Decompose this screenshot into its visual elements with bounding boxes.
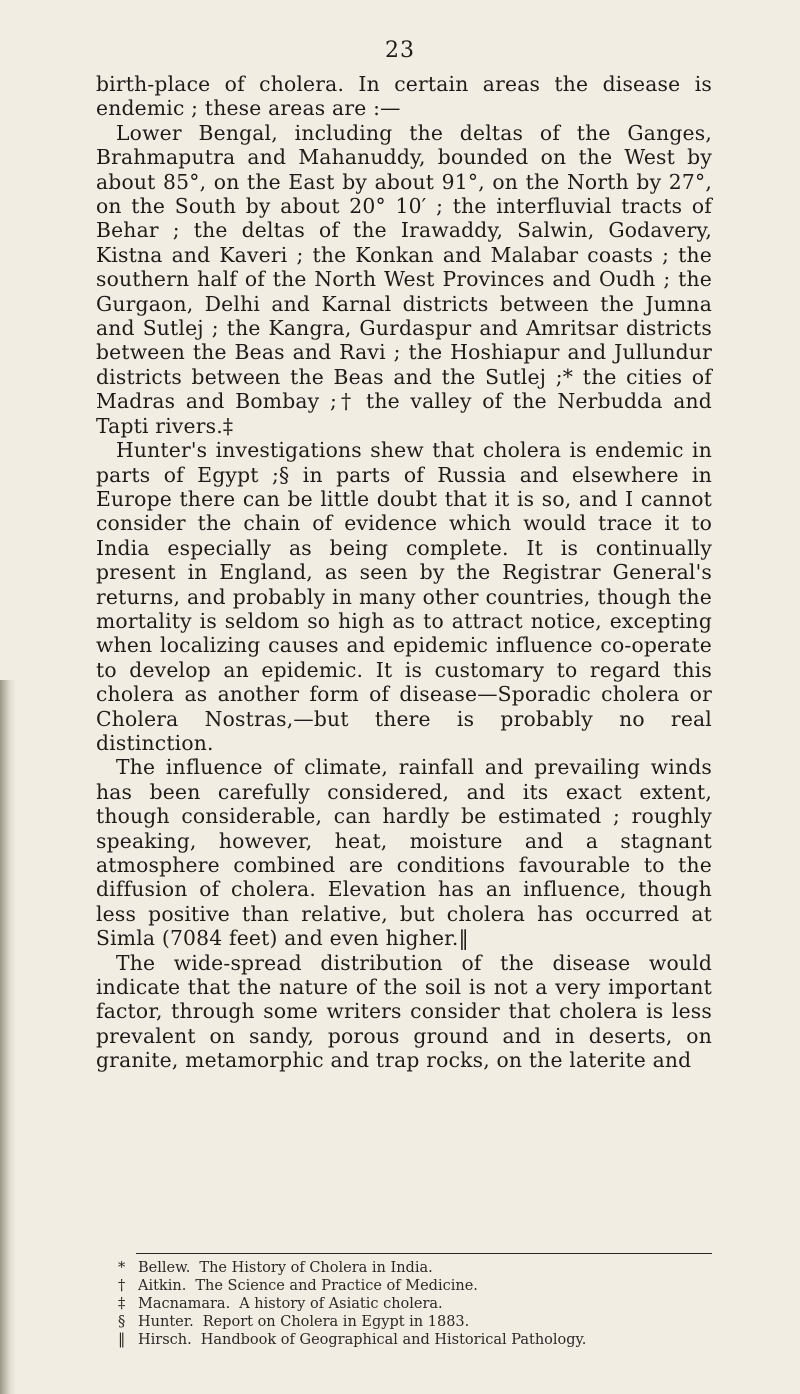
paragraph-5: The wide-spread distribution of the disease would indicate that the nature of the soil is not a very important factor, through some writers consider that cholera is less prevalent on sandy, porous ground and in deserts, on granite, metamorphic and trap rocks, on the laterite and — [96, 950, 712, 1073]
paragraph-3: Hunter's investigations shew that cholera is endemic in parts of Egypt ;§ in parts of Russia and elsewhere in Europe there can be little doubt that it is so, and I cannot consider the chain of evidence which would trace it to India especially as being complete. It is continually present in England, as seen by the Registrar General's returns, and probably in many other countries, though the mortality is seldom so high as to attract notice, excepting when localizing causes and epidemic influence co-operate to develop an epidemic. It is customary to regard this cholera as another form of disease—Sporadic cholera or Cholera Nostras,—but there is probably no real distinction. — [96, 438, 712, 755]
footnote-title: Report on Cholera in Egypt in 1883. — [202, 1313, 470, 1330]
footnote-title: The Science and Practice of Medicine. — [195, 1277, 478, 1294]
paragraph-2: Lower Bengal, including the deltas of the Ganges, Brahmaputra and Mahanuddy, bounded on the West by about 85°, on the East by about 91°, on the North by 27°, on the South by about 20° 10′ ; the interfluvial tracts of Behar ; the deltas of the Irawaddy, Salwin, Godavery, Kistna and Kaveri ; the Konkan and Malabar coasts ; the southern half of the North West Provinces and Oudh ; the Gurgaon, Delhi and Karnal districts between the Jumna and Sutlej ; the Kangra, Gurdaspur and Amritsar districts between the Beas and Ravi ; the Hoshiapur and Jullundur districts between the Beas and the Sutlej ;* the cities of Madras and Bombay ;† the valley of the Nerbudda and Tapti rivers.‡ — [96, 120, 712, 438]
page-edge-shadow — [0, 680, 16, 1394]
footnote-title: A history of Asiatic cholera. — [239, 1295, 443, 1312]
footnote-2 — [118, 1278, 718, 1296]
footnote-title: Handbook of Geographical and Historical Pathology. — [200, 1331, 587, 1348]
body-text — [96, 72, 712, 1073]
paragraph-4: The influence of climate, rainfall and prevailing winds has been carefully considered, and its exact extent, though considerable, can hardly be estimated ; roughly speaking, however, heat, moisture and a stagnant atmosphere combined are conditions favourable to the diffusion of cholera. Elevation has an influence, though less positive than relative, but cholera has occurred at Simla (7084 feet) and even higher.‖ — [96, 755, 712, 951]
footnotes — [118, 1260, 718, 1350]
footnote-1 — [118, 1260, 718, 1278]
footnote-mark: § — [118, 1313, 126, 1330]
footnote-author: Macnamara. — [138, 1295, 231, 1312]
footnote-divider — [136, 1253, 712, 1254]
footnote-3 — [118, 1296, 718, 1314]
footnote-mark: ‖ — [118, 1331, 126, 1348]
footnote-mark: * — [118, 1260, 126, 1276]
paragraph-1: birth-place of cholera. In certain areas the disease is endemic ; these areas are :— — [96, 72, 712, 121]
footnote-author: Hirsch. — [138, 1331, 192, 1348]
footnote-author: Hunter. — [138, 1313, 194, 1330]
footnote-author: Bellew. — [138, 1260, 191, 1276]
footnote-5 — [118, 1332, 718, 1350]
page-number: 23 — [385, 38, 415, 63]
footnote-mark: † — [118, 1277, 126, 1294]
footnote-author: Aitkin. — [138, 1277, 187, 1294]
footnote-mark: ‡ — [118, 1295, 126, 1312]
footnote-title: The History of Cholera in India. — [199, 1260, 433, 1276]
footnote-4 — [118, 1314, 718, 1332]
